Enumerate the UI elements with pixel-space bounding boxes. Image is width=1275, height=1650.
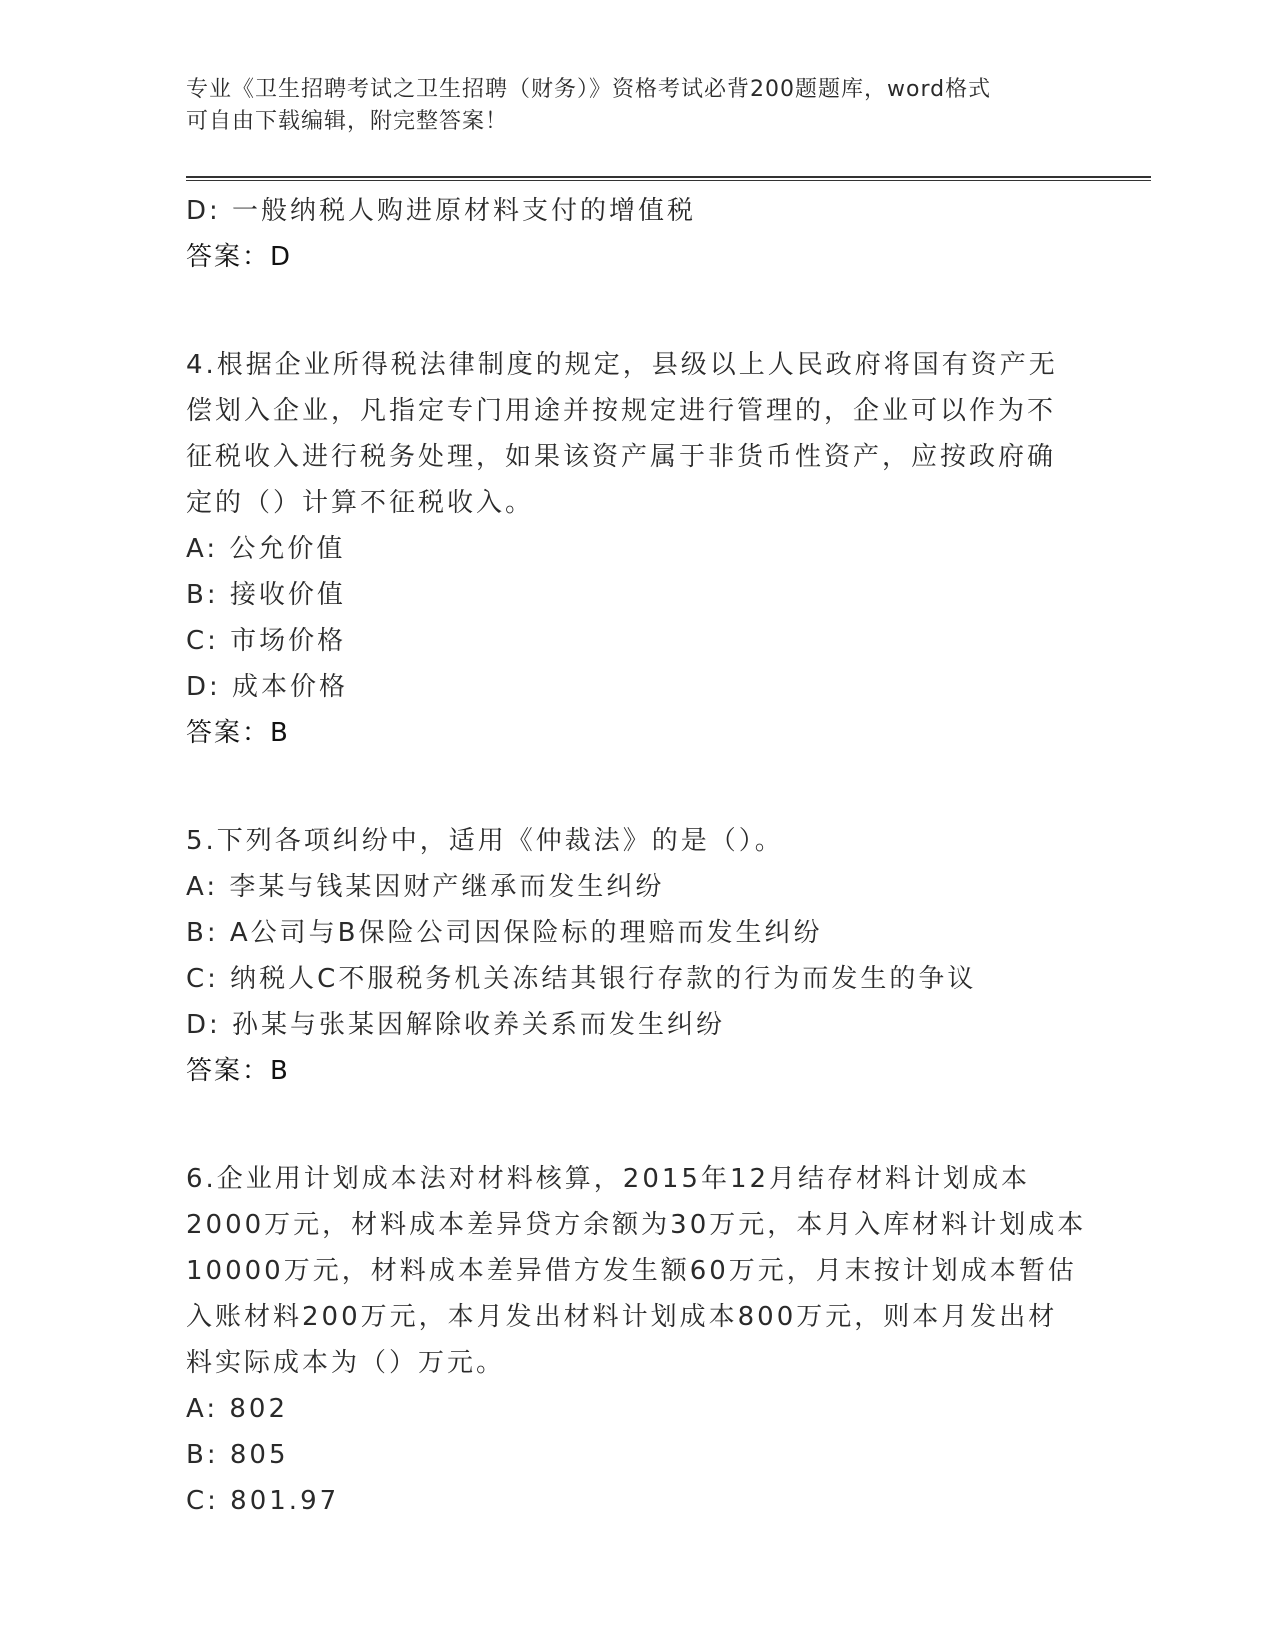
document-body xyxy=(186,188,1086,1524)
q3-answer: 答案：D xyxy=(186,242,293,272)
q4-stem-line: 征税收入进行税务处理，如果该资产属于非货币性资产，应按政府确 xyxy=(186,442,1057,472)
header-divider xyxy=(186,176,1151,181)
question-6 xyxy=(186,1156,1086,1524)
spacer xyxy=(186,1094,1086,1156)
q6-stem-line: 料实际成本为（）万元。 xyxy=(186,1348,506,1378)
q4-stem-line: 定的（）计算不征税收入。 xyxy=(186,488,535,518)
q4-stem-line: 4.根据企业所得税法律制度的规定，县级以上人民政府将国有资产无 xyxy=(186,350,1058,380)
q5-stem-line: 5.下列各项纠纷中，适用《仲裁法》的是（）。 xyxy=(186,826,784,856)
q6-option-a: A: 802 xyxy=(186,1394,288,1424)
q5-option-c: C: 纳税人C不服税务机关冻结其银行存款的行为而发生的争议 xyxy=(186,964,977,994)
q5-answer: 答案：B xyxy=(186,1056,290,1086)
q6-stem-line: 10000万元，材料成本差异借方发生额60万元，月末按计划成本暂估 xyxy=(186,1256,1077,1286)
header-line-2: 可自由下载编辑，附完整答案！ xyxy=(186,109,509,134)
document-header xyxy=(186,74,1066,138)
q6-option-c: C: 801.97 xyxy=(186,1486,340,1516)
question-3-tail xyxy=(186,188,1086,280)
question-5 xyxy=(186,818,1086,1094)
q4-option-c: C: 市场价格 xyxy=(186,626,347,656)
q6-stem-line: 2000万元，材料成本差异贷方余额为30万元，本月入库材料计划成本 xyxy=(186,1210,1087,1240)
header-line-1: 专业《卫生招聘考试之卫生招聘（财务）》资格考试必背200题题库，word格式 xyxy=(186,77,992,102)
spacer xyxy=(186,756,1086,818)
q5-option-d: D: 孙某与张某因解除收养关系而发生纠纷 xyxy=(186,1010,726,1040)
q4-stem-line: 偿划入企业，凡指定专门用途并按规定进行管理的，企业可以作为不 xyxy=(186,396,1057,426)
q6-stem-line: 入账材料200万元，本月发出材料计划成本800万元，则本月发出材 xyxy=(186,1302,1058,1332)
q6-option-b: B: 805 xyxy=(186,1440,289,1470)
q4-option-d: D: 成本价格 xyxy=(186,672,349,702)
spacer xyxy=(186,280,1086,342)
q3-option-d: D: 一般纳税人购进原材料支付的增值税 xyxy=(186,196,697,226)
q6-stem xyxy=(186,1156,1086,1386)
q5-option-a: A: 李某与钱某因财产继承而发生纠纷 xyxy=(186,872,665,902)
q5-option-b: B: A公司与B保险公司因保险标的理赔而发生纠纷 xyxy=(186,918,823,948)
q4-answer: 答案：B xyxy=(186,718,290,748)
question-4 xyxy=(186,342,1086,756)
q4-option-b: B: 接收价值 xyxy=(186,580,346,610)
q4-stem xyxy=(186,342,1086,526)
q4-option-a: A: 公允价值 xyxy=(186,534,346,564)
q6-stem-line: 6.企业用计划成本法对材料核算，2015年12月结存材料计划成本 xyxy=(186,1164,1031,1194)
